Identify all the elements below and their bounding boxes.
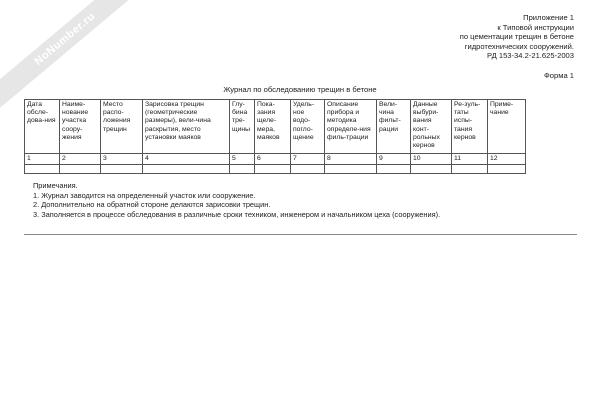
column-number: 9 [377, 154, 411, 165]
column-number: 4 [143, 154, 230, 165]
column-header: Вели-чина фильт-рации [377, 100, 411, 154]
column-number-row [25, 154, 526, 165]
appendix-line: гидротехнических сооружений. [464, 41, 574, 51]
appendix-line: по цементации трещин в бетоне [459, 32, 574, 42]
column-number: 2 [60, 154, 101, 165]
appendix-header [460, 13, 574, 61]
column-number: 1 [25, 154, 60, 165]
column-header: Дата обсле-дова-ния [25, 100, 60, 154]
empty-cell [143, 165, 230, 174]
column-header: Данные выбури-вания конт-рольных кернов [411, 100, 452, 154]
empty-cell [230, 165, 255, 174]
column-header: Пока-зания щеле-мера, маяков [255, 100, 291, 154]
empty-cell [377, 165, 411, 174]
journal-title: Журнал по обследованию трещин в бетоне [223, 85, 377, 94]
journal-table [24, 99, 526, 174]
header-row [25, 100, 526, 154]
empty-cell [452, 165, 488, 174]
column-number: 6 [255, 154, 291, 165]
appendix-line: РД 153-34.2-21.625-2003 [487, 51, 574, 61]
note-item: 2. Дополнительно на обратной стороне делаются зарисовки трещин. [33, 200, 271, 209]
appendix-line: Приложение 1 [523, 13, 574, 22]
notes-title: Примечания. [33, 181, 78, 190]
column-number: 5 [230, 154, 255, 165]
form-label: Форма 1 [544, 71, 574, 80]
appendix-line: к Типовой инструкции [497, 22, 574, 32]
column-number: 7 [291, 154, 325, 165]
note-item: 1. Журнал заводится на определенный участок или сооружение. [33, 190, 256, 200]
divider-line [24, 234, 577, 235]
column-header: Глу-бина тре-щины [230, 100, 255, 154]
empty-cell [291, 165, 325, 174]
column-header: Зарисовка трещин (геометрические размеры), вели-чина раскрытия, место установки маяков [143, 100, 230, 154]
empty-cell [25, 165, 60, 174]
watermark: NoNumber.ru [0, 0, 145, 108]
empty-cell [255, 165, 291, 174]
empty-cell [411, 165, 452, 174]
empty-cell [325, 165, 377, 174]
column-header: Приме-чание [488, 100, 526, 154]
empty-cell [60, 165, 101, 174]
notes-section [33, 181, 440, 219]
column-number: 8 [325, 154, 377, 165]
column-number: 10 [411, 154, 452, 165]
column-header: Наиме-нование участка соору-жения [60, 100, 101, 154]
empty-data-row [25, 165, 526, 174]
empty-cell [101, 165, 143, 174]
empty-cell [488, 165, 526, 174]
column-header: Описание прибора и методика определе-ния филь-трации [325, 100, 377, 154]
column-number: 11 [452, 154, 488, 165]
column-header: Место распо-ложения трещин [101, 100, 143, 154]
column-number: 3 [101, 154, 143, 165]
note-item: 3. Заполняется в процессе обследования в различные сроки техником, инженером и начальником цеха (сооружения). [33, 209, 441, 219]
column-header: Ре-зуль-таты испы-тания кернов [452, 100, 488, 154]
column-number: 12 [488, 154, 526, 165]
column-header: Удель-ное водо-погло-щение [291, 100, 325, 154]
